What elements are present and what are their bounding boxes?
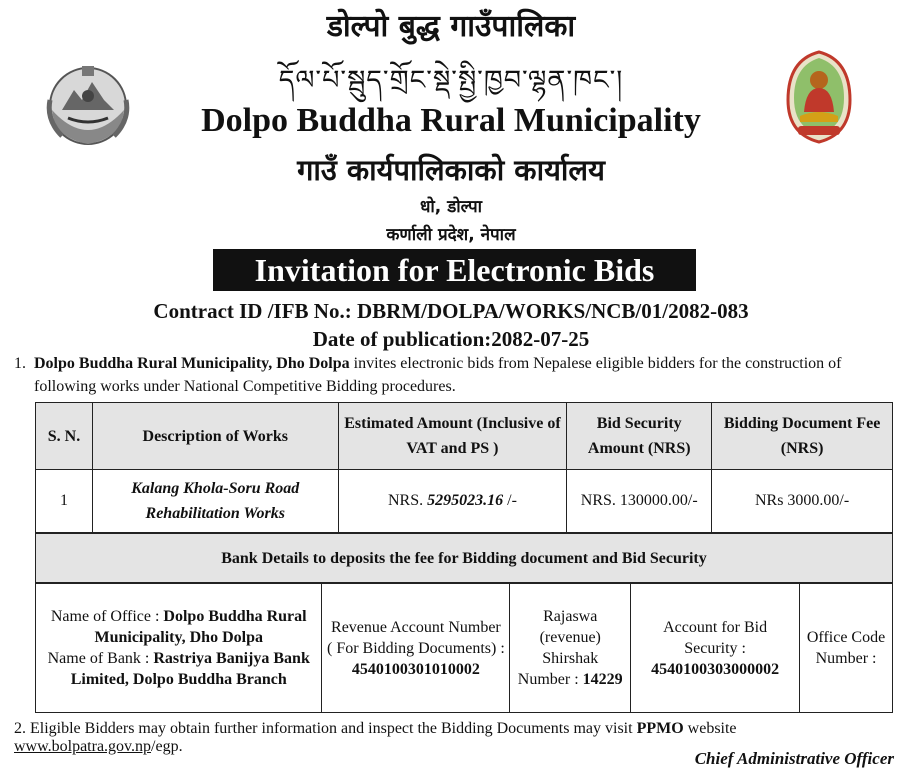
works-table xyxy=(35,402,893,533)
ppmo-text: PPMO xyxy=(636,720,684,737)
estimate-prefix: NRS. xyxy=(388,492,428,509)
header-doc-fee: Bidding Document Fee (NRS) xyxy=(712,403,893,470)
office-label: Name of Office : xyxy=(50,608,164,625)
bank-value: Rastriya Banijya Bank Limited, Dolpo Buddha Branch xyxy=(70,650,310,688)
paragraph-2-text-before: 2. Eligible Bidders may obtain further information and inspect the Bidding Documents may visit xyxy=(14,720,637,737)
bolpatra-link[interactable]: www.bolpatra.gov.np xyxy=(14,738,152,755)
security-label: Account for Bid Security : xyxy=(663,618,768,657)
cell-doc-fee: NRs 3000.00/- xyxy=(712,470,893,533)
header-sn: S. N. xyxy=(36,403,93,470)
title-tibetan: དོལ་པོ་སྦུད་གྲོང་སྡེ་སྤྱི་ཁྱབ་ལྷན་ཁང་། xyxy=(278,65,624,96)
paragraph-1 xyxy=(14,352,899,398)
paragraph-1-entity: Dolpo Buddha Rural Municipality, Dho Dolpa xyxy=(34,355,350,372)
revenue-label: Revenue Account Number ( For Bidding Documents) : xyxy=(327,618,505,657)
rajaswa-value: 14229 xyxy=(582,671,623,688)
title-english: Dolpo Buddha Rural Municipality xyxy=(201,102,701,139)
revenue-value: 4540100301010002 xyxy=(351,660,480,678)
table-row xyxy=(36,584,893,713)
paragraph-2-text-mid: website xyxy=(683,720,737,737)
bank-details-table xyxy=(35,583,893,713)
paragraph-1-text: invites electronic bids from Nepalese eligible bidders for the construction of following works under National Competitive Bidding procedures. xyxy=(34,355,842,395)
cell-description xyxy=(92,470,338,533)
work-name-line1: Kalang Khola-Soru Road xyxy=(131,480,300,497)
office-title: गाउँ कार्यपालिकाको कार्यालय xyxy=(297,153,605,187)
publication-date: Date of publication:2082-07-25 xyxy=(312,327,590,351)
contract-id: Contract ID /IFB No.: DBRM/DOLPA/WORKS/NCB/01/2082-083 xyxy=(153,299,749,323)
header-estimate: Estimated Amount (Inclusive of VAT and PS ) xyxy=(338,403,567,470)
office-value: Dolpo Buddha Rural Municipality, Dho Dolpa xyxy=(94,608,307,646)
cell-revenue-account xyxy=(322,584,510,713)
cell-office-bank xyxy=(36,584,322,713)
security-value: 4540100303000002 xyxy=(651,660,780,678)
cell-office-code: Office Code Number : xyxy=(800,584,893,713)
title-nepali: डोल्पो बुद्ध गाउँपालिका xyxy=(326,9,576,44)
cell-rajaswa xyxy=(510,584,631,713)
estimate-suffix: /- xyxy=(503,492,517,509)
place-line-1: धो, डोल्पा xyxy=(419,197,483,217)
bank-label: Name of Bank : xyxy=(47,650,154,667)
header-bid-security: Bid Security Amount (NRS) xyxy=(567,403,712,470)
signature-title: Chief Administrative Officer xyxy=(694,749,894,768)
cell-bid-security: NRS. 130000.00/- xyxy=(567,470,712,533)
estimate-value: 5295023.16 xyxy=(427,492,504,509)
rajaswa-label: Rajaswa (revenue) Shirshak Number : xyxy=(517,608,601,688)
paragraph-1-number: 1. xyxy=(14,355,26,372)
place-line-2: कर्णाली प्रदेश, नेपाल xyxy=(386,225,516,245)
notice-banner: Invitation for Electronic Bids xyxy=(213,249,696,291)
cell-sn: 1 xyxy=(36,470,93,533)
cell-security-account xyxy=(631,584,800,713)
paragraph-2-text-after: /egp. xyxy=(151,738,183,755)
bank-details-heading: Bank Details to deposits the fee for Bidding document and Bid Security xyxy=(35,533,893,583)
table-header-row xyxy=(36,403,893,470)
table-row xyxy=(36,470,893,533)
header-description: Description of Works xyxy=(92,403,338,470)
work-name-line2: Rehabilitation Works xyxy=(145,505,285,522)
cell-estimate xyxy=(338,470,567,533)
